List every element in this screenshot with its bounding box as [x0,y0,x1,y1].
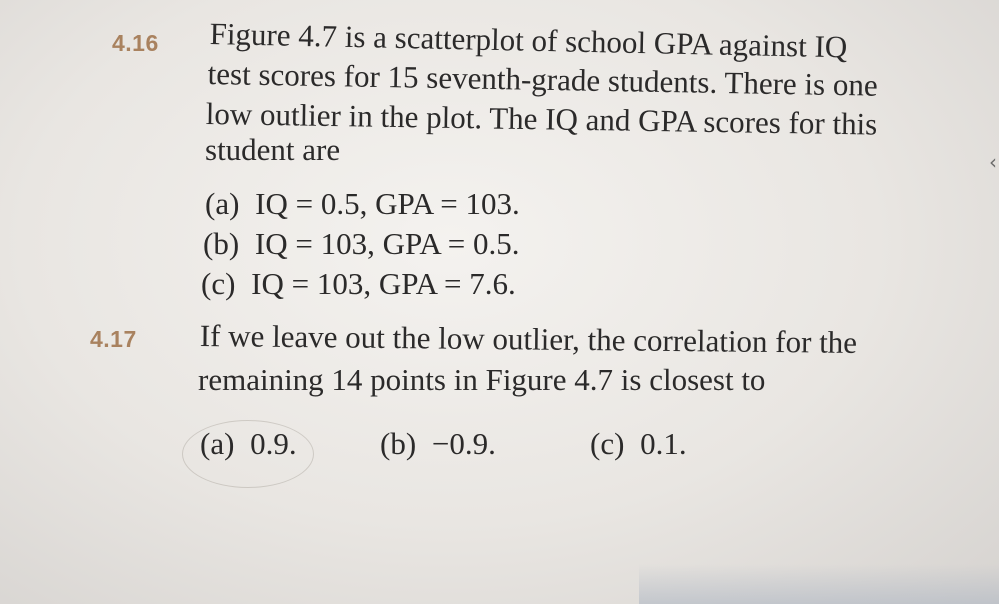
choice-label: (a) [200,426,235,461]
choice-text: IQ = 103, GPA = 7.6. [251,266,516,301]
choice-label: (b) [380,426,417,461]
answer-choice [203,228,520,259]
answer-choice [205,188,520,219]
question-line: If we leave out the low outlier, the correlation for the [199,318,858,360]
question-line: student are [205,132,341,167]
page-shadow [639,564,999,604]
choice-text: IQ = 103, GPA = 0.5. [254,226,520,261]
choice-text: 0.9. [250,426,297,461]
question-line: Figure 4.7 is a scatterplot of school GPA against IQ [209,16,848,65]
page-edge-mark: ‹ [989,150,997,174]
problem-number: 4.17 [90,326,137,352]
choice-label: (b) [203,226,240,261]
choice-label: (c) [590,426,625,461]
answer-choice [200,428,297,459]
answer-choice [380,428,496,459]
answer-choice [590,428,687,459]
question-line: test scores for 15 seventh-grade students. There is one [207,56,878,103]
choice-text: 0.1. [640,426,687,461]
choice-text: −0.9. [431,426,496,461]
question-line: low outlier in the plot. The IQ and GPA scores for this [205,96,878,142]
answer-choice [201,268,516,299]
question-line: remaining 14 points in Figure 4.7 is closest to [198,362,766,397]
choice-label: (a) [205,186,240,221]
choice-text: IQ = 0.5, GPA = 103. [255,186,520,221]
problem-number: 4.16 [112,30,159,56]
choice-label: (c) [201,266,236,301]
